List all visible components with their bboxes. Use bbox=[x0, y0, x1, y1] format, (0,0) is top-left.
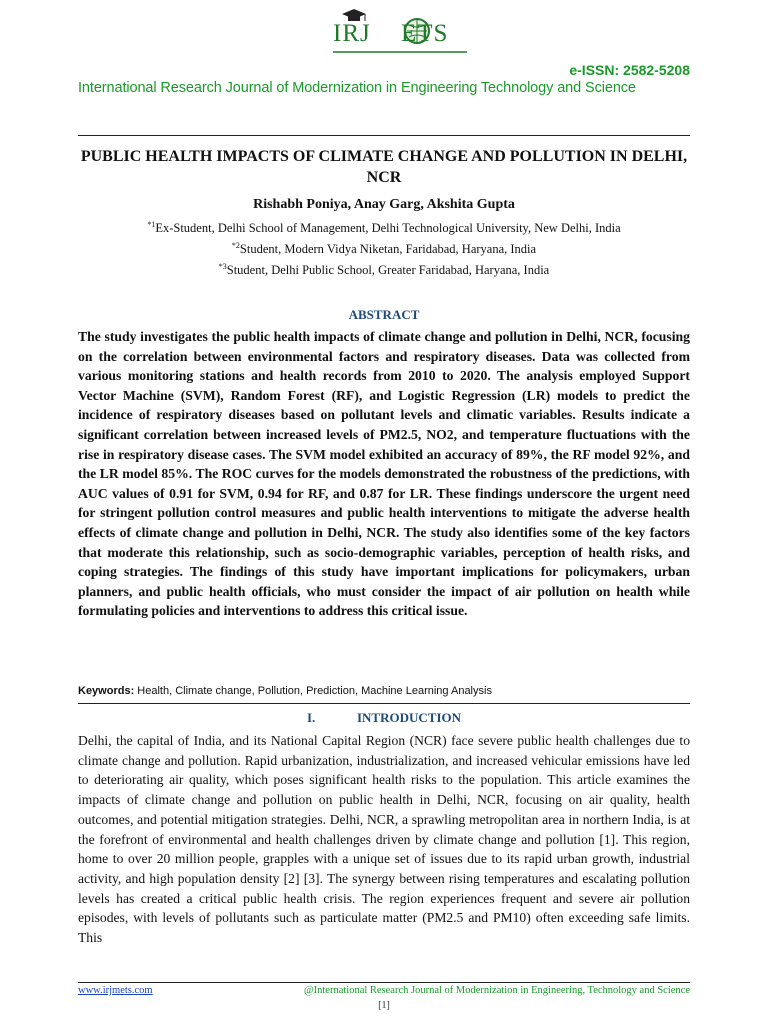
page-number: [1] bbox=[378, 1000, 390, 1011]
section-title: INTRODUCTION bbox=[356, 710, 461, 725]
abstract-text: The study investigates the public health impacts of climate change and pollution in Delhi, NCR, focusing on the correlation between environmental factors and respiratory diseases. Data was collected from various monitoring stations and health records from 2010 to 2020. The analysis employed Support Vector Machine (SVM), Random Forest (RF), and Logistic Regression (LR) models to predict the incidence of respiratory diseases based on pollutant levels and climatic variables. Results indicate a significant correlation between increased levels of PM2.5, NO2, and temperature fluctuations with the rise in respiratory disease cases. The SVM model exhibited an accuracy of 89%, the RF model 92%, and the LR model 85%. The ROC curves for the models demonstrated the robustness of the predictions, with AUC values of 0.91 for SVM, 0.94 for RF, and 0.87 for LR. These findings underscore the urgent need for stringent pollution control measures and public health interventions to mitigate the adverse health effects of climate change and pollution in Delhi, NCR. The study also identifies some of the key factors that moderate this relationship, such as socio-demographic variables, perception of health risks, and coping strategies. The findings of this study have important implications for policymakers, urban planners, and public health officials, who must consider the impact of air pollution on health while formulating policies and interventions to address this critical issue. bbox=[78, 329, 690, 619]
affiliation-text: Ex-Student, Delhi School of Management, Delhi Technological University, New Delhi, India bbox=[155, 221, 621, 236]
section-heading bbox=[78, 710, 690, 726]
paper-title: PUBLIC HEALTH IMPACTS OF CLIMATE CHANGE AND POLLUTION IN DELHI, NCR bbox=[80, 148, 688, 186]
issn: e-ISSN: 2582-5208 bbox=[569, 62, 690, 78]
affiliation-marker: *2 bbox=[231, 241, 240, 250]
affiliation-marker: *3 bbox=[218, 262, 227, 271]
logo-text: IRJ ETS bbox=[333, 20, 449, 47]
affiliation-marker: *1 bbox=[147, 220, 156, 229]
author-list: Rishabh Poniya, Anay Garg, Akshita Gupta bbox=[253, 197, 515, 212]
journal-name: International Research Journal of Modernization in Engineering Technology and Science bbox=[78, 80, 636, 96]
abstract-heading: ABSTRACT bbox=[348, 307, 420, 322]
affiliation-text: Student, Modern Vidya Niketan, Faridabad, Haryana, India bbox=[239, 242, 537, 257]
intro-paragraph: Delhi, the capital of India, and its National Capital Region (NCR) face severe public health challenges due to climate change and pollution. Rapid urbanization, industrialization, and increased vehicular emissions have led to deteriorating air quality, which poses significant health risks to the population. This article examines the impacts of climate change and pollution on public health in Delhi, NCR, focusing on air quality, health outcomes, and potential mitigation strategies. Delhi, NCR, a sprawling metropolitan area in northern India, is at the forefront of environmental and health challenges driven by climate change and pollution [1]. This region, home to over 20 million people, grapples with a unique set of issues due to its rapid urban growth, industrial activity, and high population density [2] [3]. The synergy between rising temperatures and escalating pollution levels has created a critical public health crisis. The region experiences frequent and severe air pollution episodes, with levels of pollutants such as particulate matter (PM2.5 and PM10) often exceeding safe limits. This bbox=[78, 733, 690, 946]
section-divider bbox=[78, 703, 690, 704]
affiliation bbox=[78, 262, 690, 278]
affiliation-text: Student, Delhi Public School, Greater Faridabad, Haryana, India bbox=[226, 263, 550, 278]
footer-journal: @International Research Journal of Modernization in Engineering, Technology and Science bbox=[303, 985, 690, 996]
keywords bbox=[78, 685, 690, 697]
header-divider bbox=[78, 135, 690, 136]
keywords-list: Health, Climate change, Pollution, Prediction, Machine Learning Analysis bbox=[134, 685, 492, 697]
section-number: I. bbox=[306, 710, 316, 725]
journal-website-link[interactable]: www.irjmets.com bbox=[78, 985, 153, 996]
affiliation bbox=[78, 241, 690, 257]
footer-divider bbox=[78, 982, 690, 983]
affiliation bbox=[78, 220, 690, 236]
keywords-label: Keywords: bbox=[78, 685, 135, 697]
